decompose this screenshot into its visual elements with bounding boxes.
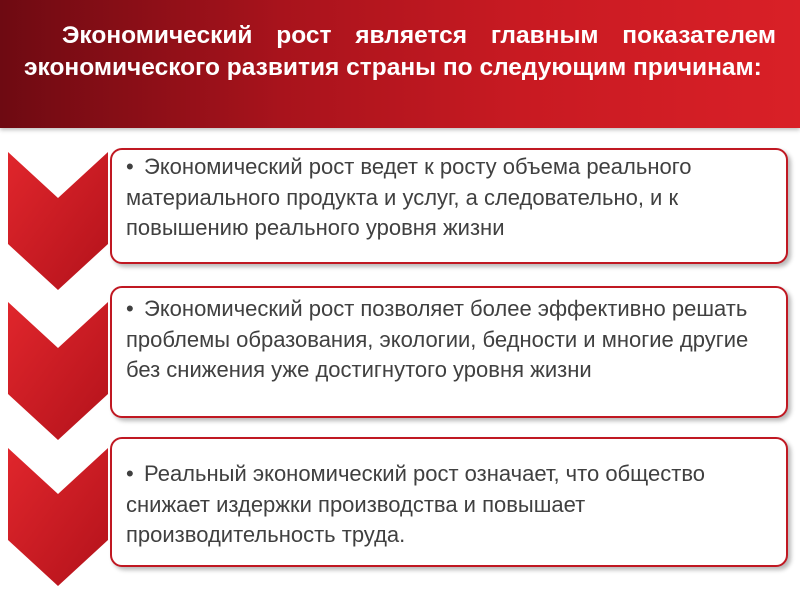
chevron-down-icon [8,152,108,290]
bullet-marker: • [126,154,134,179]
reason-1-content: Экономический рост ведет к росту объема реального материального продукта и услуг, а следовательно, и к повышению реального уровня жизни [126,154,692,240]
reason-2-content: Экономический рост позволяет более эффективно решать проблемы образования, экологии, бедности и многие другие без снижения уже достигнутого уровня жизни [126,296,749,382]
bullet-marker: • [126,461,134,486]
reason-box-3 [110,437,788,567]
bullet-marker: • [126,296,134,321]
slide-title: Экономический рост является главным показателем экономического развития страны по следующим причинам: [24,22,776,81]
reason-box-1 [110,148,788,264]
reason-text-3 [112,439,786,551]
chevron-down-icon [8,448,108,586]
chevron-down-icon [8,302,108,440]
reason-text-1 [112,150,786,244]
reason-3-content: Реальный экономический рост означает, что общество снижает издержки производства и повышает производительность труда. [126,461,705,547]
reason-text-2 [112,288,786,386]
slide-header [0,0,800,128]
reason-box-2 [110,286,788,418]
